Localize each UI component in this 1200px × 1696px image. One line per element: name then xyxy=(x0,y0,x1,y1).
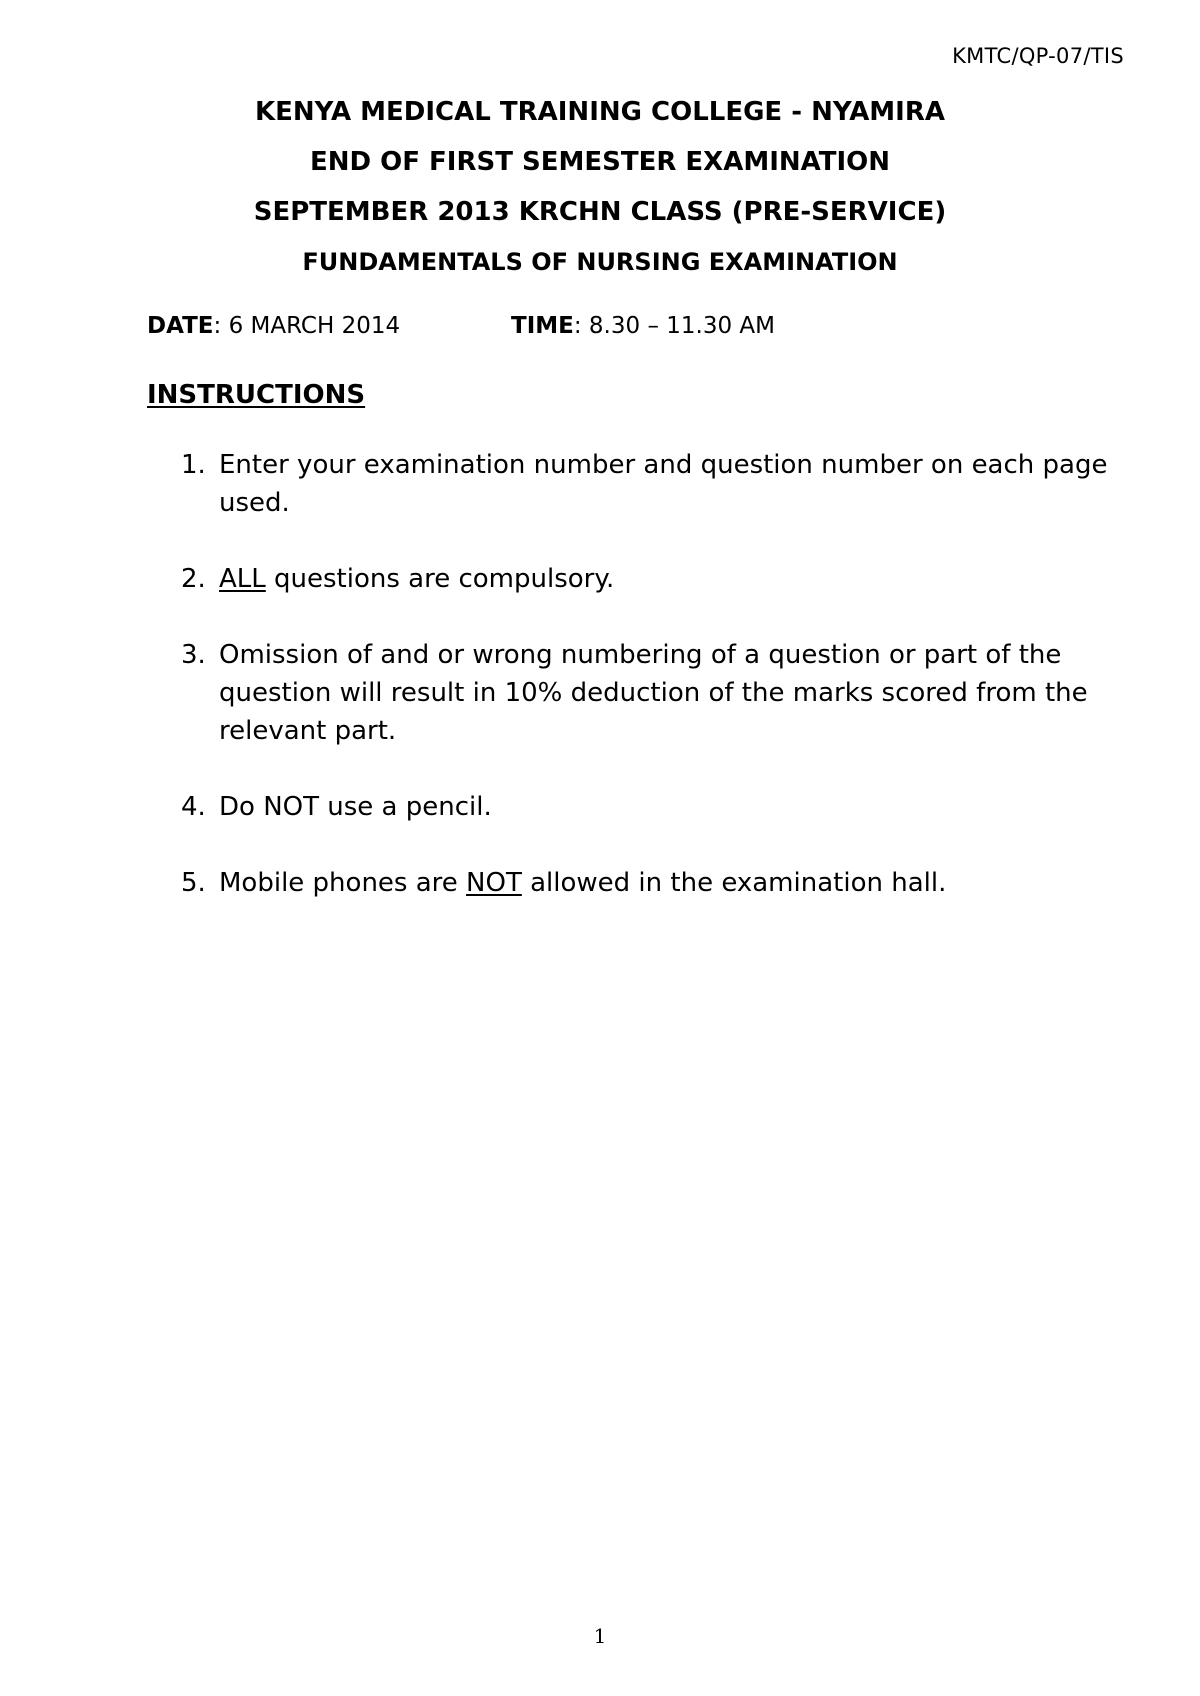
document-code: KMTC/QP-07/TIS xyxy=(952,44,1124,68)
instruction-number: 5. xyxy=(181,868,206,898)
date-line xyxy=(147,313,400,339)
instruction-item xyxy=(147,788,1127,826)
time-line xyxy=(511,313,775,339)
exam-meta xyxy=(147,313,775,339)
instruction-number: 4. xyxy=(181,792,206,822)
time-label: TIME xyxy=(511,313,574,339)
instruction-text xyxy=(219,868,946,898)
instruction-emphasis: ALL xyxy=(219,564,266,594)
instruction-text: Enter your examination number and question number on each page used. xyxy=(219,450,1108,518)
instructions-list xyxy=(147,446,1127,940)
instruction-item xyxy=(147,636,1127,750)
date-value: : 6 MARCH 2014 xyxy=(213,313,401,339)
college-title: KENYA MEDICAL TRAINING COLLEGE - NYAMIRA xyxy=(254,97,945,127)
instruction-number: 3. xyxy=(181,640,206,670)
date-label: DATE xyxy=(147,313,214,339)
title-block xyxy=(0,92,1200,292)
instruction-text-post: allowed in the examination hall. xyxy=(521,868,947,898)
instruction-number: 2. xyxy=(181,564,206,594)
instruction-number: 1. xyxy=(181,450,206,480)
instruction-emphasis: NOT xyxy=(466,868,522,898)
instruction-text xyxy=(219,564,614,594)
instruction-item xyxy=(147,864,1127,902)
instruction-item xyxy=(147,560,1127,598)
instruction-text-post: questions are compulsory. xyxy=(265,564,615,594)
class-title: SEPTEMBER 2013 KRCHN CLASS (PRE-SERVICE) xyxy=(253,197,947,227)
subject-title: FUNDAMENTALS OF NURSING EXAMINATION xyxy=(302,248,898,276)
instruction-text: Omission of and or wrong numbering of a question or part of the question will result in 10% deduction of the marks scored from the relevant part. xyxy=(219,640,1088,746)
exam-title: END OF FIRST SEMESTER EXAMINATION xyxy=(309,147,891,177)
page-number: 1 xyxy=(593,1624,607,1648)
time-value: : 8.30 – 11.30 AM xyxy=(573,313,775,339)
instruction-text: Do NOT use a pencil. xyxy=(219,792,492,822)
instructions-heading: INSTRUCTIONS xyxy=(147,380,366,410)
instruction-item xyxy=(147,446,1127,522)
instruction-text-pre: Mobile phones are xyxy=(219,868,467,898)
